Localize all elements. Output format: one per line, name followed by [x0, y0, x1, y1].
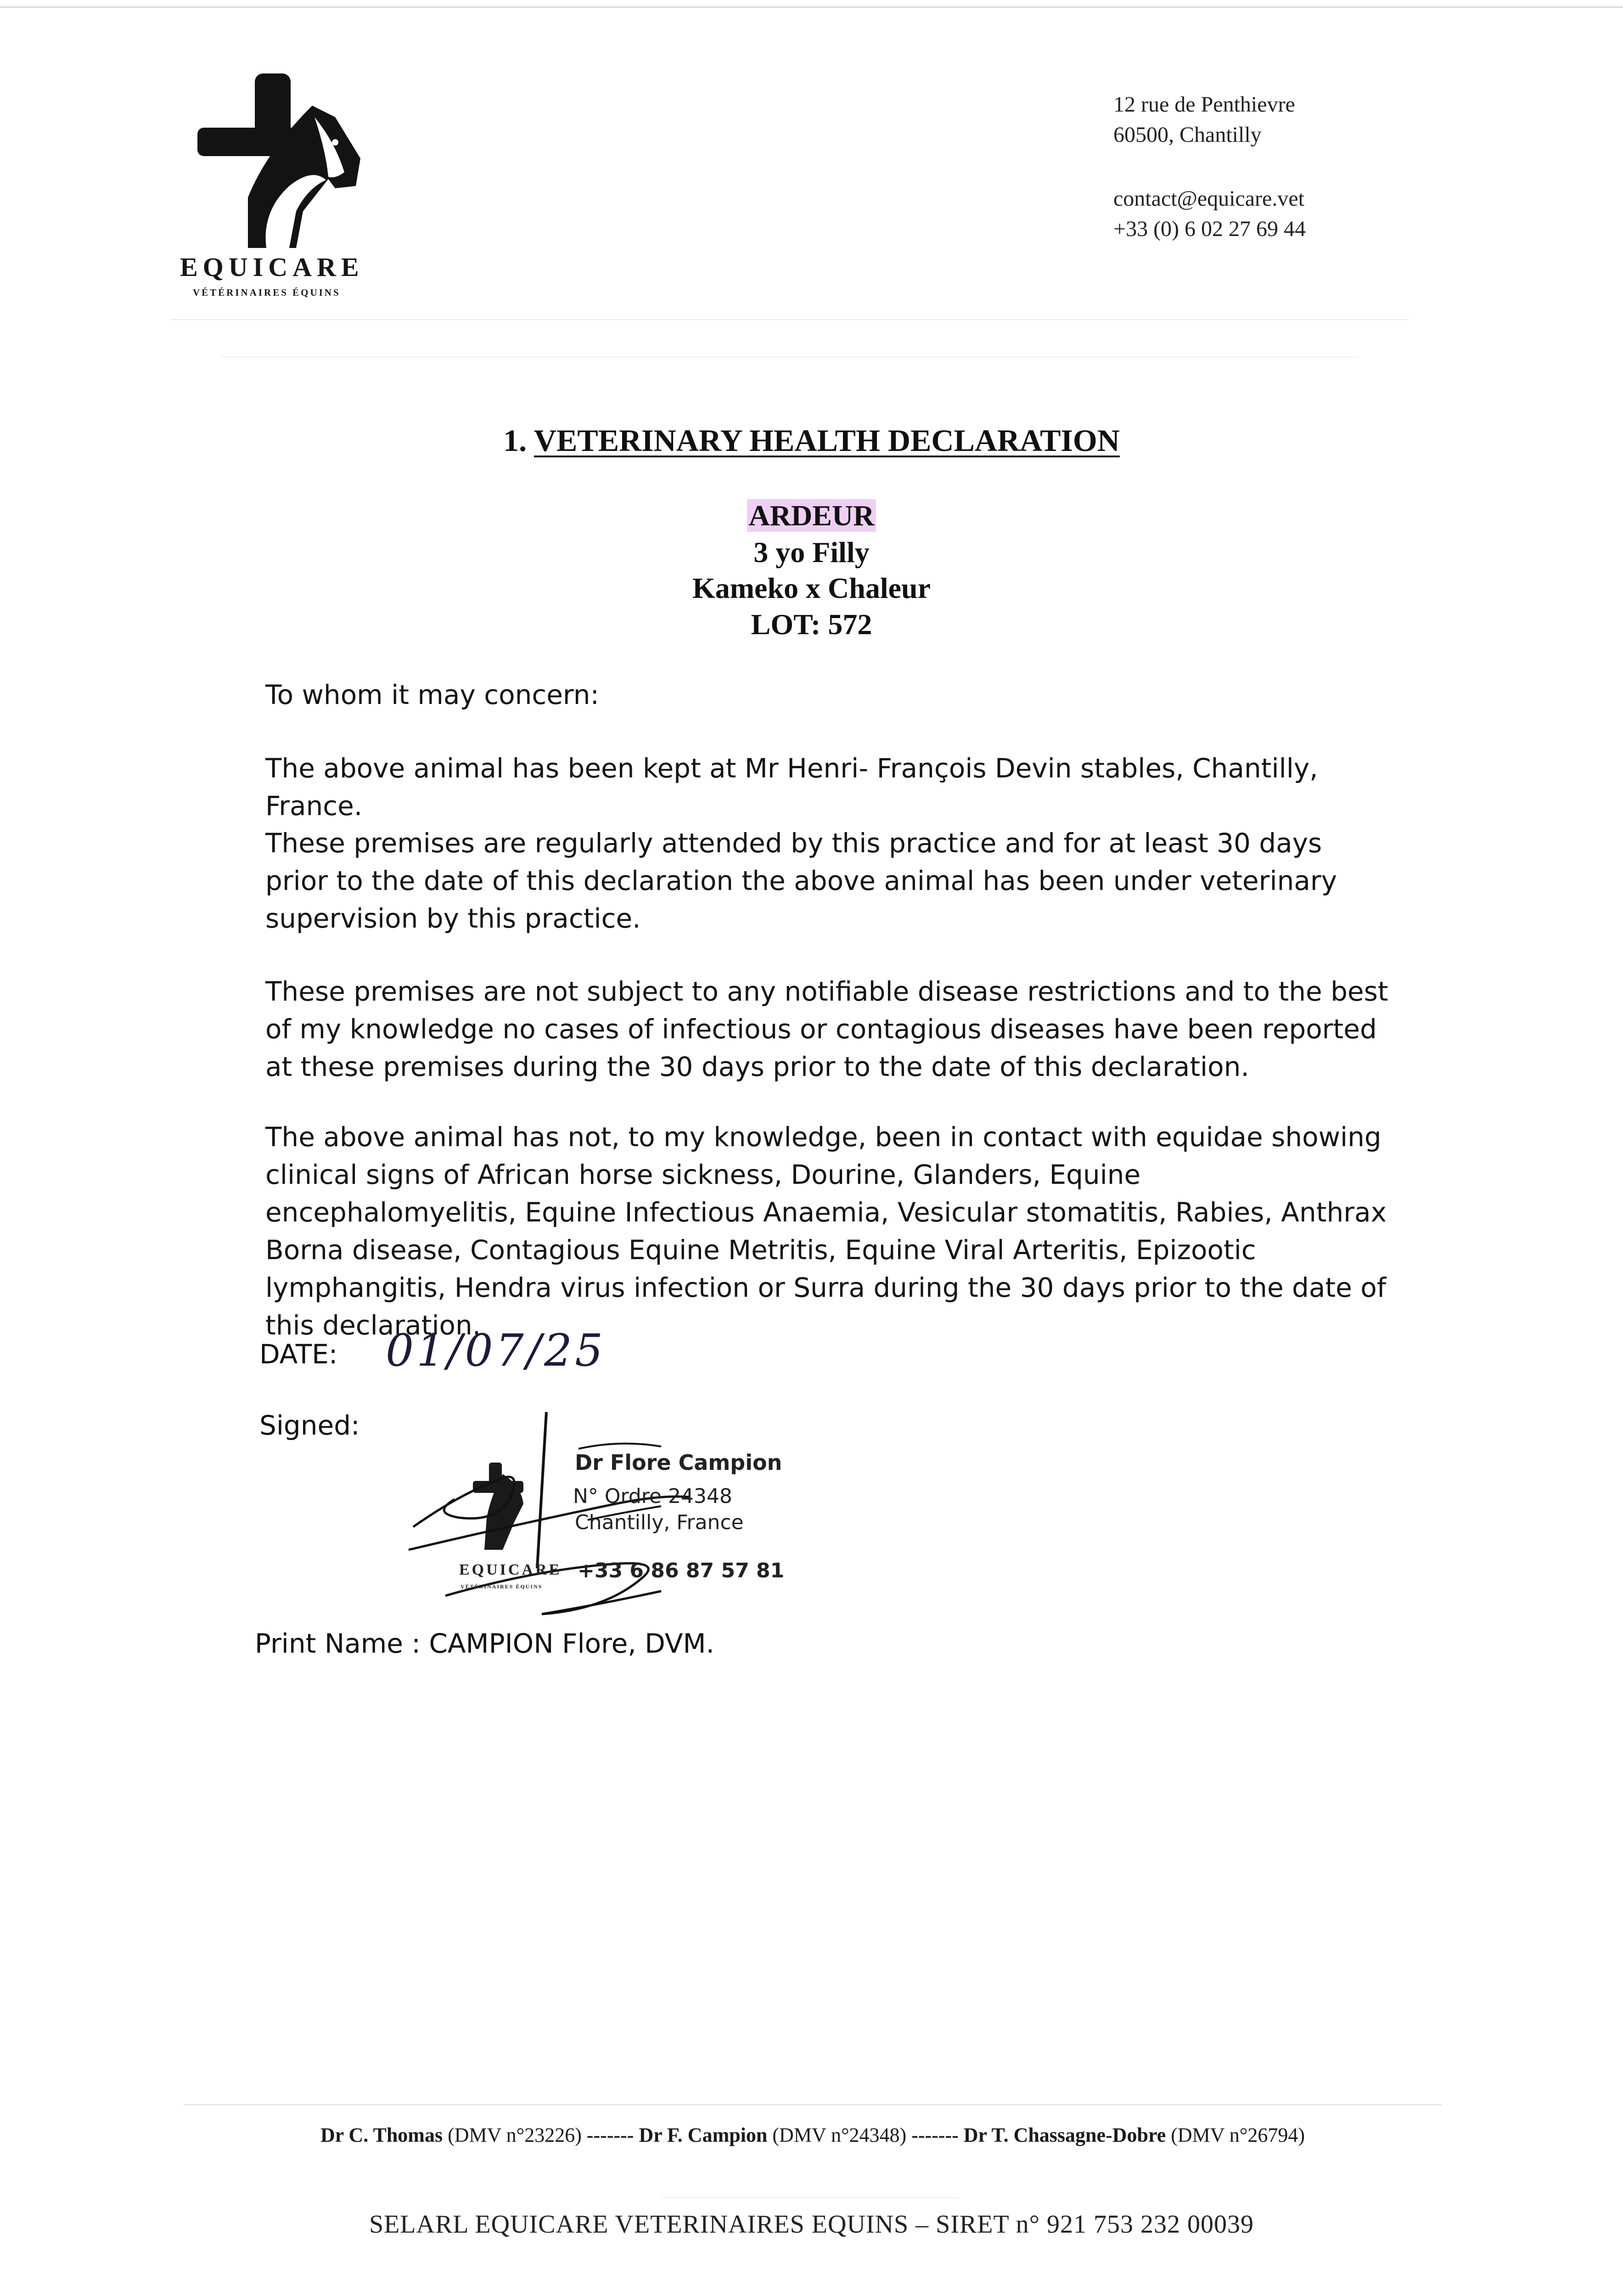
vet1-dmv: (DMV n°23226) [448, 2124, 582, 2146]
address-street: 12 rue de Penthievre [1113, 92, 1295, 117]
greeting: To whom it may concern: [265, 679, 600, 710]
stamp-phone: +33 6 86 87 57 81 [578, 1559, 785, 1582]
page-title [0, 422, 1623, 459]
company-line: SELARL EQUICARE VETERINAIRES EQUINS – SIRET n° 921 753 232 00039 [369, 2210, 1254, 2239]
animal-lot: LOT: 572 [751, 608, 872, 641]
date-label: DATE: [259, 1339, 338, 1370]
equicare-logo-icon [197, 73, 367, 248]
paragraph-stables: The above animal has been kept at Mr Henri- François Devin stables, Chantilly, France. [265, 753, 1318, 822]
separator: ------- [911, 2124, 959, 2146]
signed-label: Signed: [259, 1410, 360, 1441]
stamp-order-number: N° Ordre 24348 [573, 1485, 732, 1508]
vet3-dmv: (DMV n°26794) [1171, 2124, 1305, 2146]
contact-block [1113, 184, 1306, 244]
paragraph-diseases: The above animal has not, to my knowledge, been in contact with equidae showing clinical signs of African horse sickness, Dourine, Glanders, Equine encephalomyelitis, Equine Infectious Anaemia, Vesicular stomatitis, Rabies, Anthrax Borna disease, Contagious Equine Metritis, Equine Viral Arteritis, Epizootic lymphangitis, Hendra virus infection or Surra during the 30 days prior to the date of this declaration. [265, 1121, 1387, 1341]
date-handwritten: 01/07/25 [386, 1325, 606, 1376]
vet2-name: Dr F. Campion [639, 2124, 768, 2146]
title-number: 1. [503, 423, 527, 458]
footer-divider [184, 2104, 1442, 2105]
vet1-name: Dr C. Thomas [320, 2124, 443, 2146]
header-divider-faint [220, 356, 1359, 357]
brand-name: EQUICARE [180, 252, 364, 282]
scan-edge-line [0, 6, 1623, 8]
vet3-name: Dr T. Chassagne-Dobre [963, 2124, 1166, 2146]
stamp-city: Chantilly, France [575, 1511, 744, 1534]
stamp-vet-name: Dr Flore Campion [575, 1450, 782, 1475]
footer-vets [257, 2122, 1368, 2149]
footer-divider-faint [661, 2197, 960, 2198]
paragraph-supervision: These premises are regularly attended by this practice and for at least 30 days prior to the date of this declaration the above animal has been under veterinary supervision by this practice. [265, 827, 1337, 934]
address-city: 60500, Chantilly [1113, 123, 1262, 147]
brand-subtitle: VÉTÉRINAIRES ÉQUINS [193, 287, 341, 298]
animal-name [0, 499, 1623, 533]
animal-age: 3 yo Filly [753, 536, 870, 568]
stamp-brand: EQUICARE [459, 1561, 562, 1578]
title-text: VETERINARY HEALTH DECLARATION [534, 423, 1120, 458]
separator: ------- [586, 2124, 634, 2146]
stamp-brand-subtitle: VÉTÉRINAIRES ÉQUINS [461, 1583, 543, 1590]
address-block [1113, 90, 1295, 150]
vet2-dmv: (DMV n°24348) [772, 2124, 907, 2146]
contact-phone: +33 (0) 6 02 27 69 44 [1113, 217, 1306, 241]
paragraph-restrictions: These premises are not subject to any notifiable disease restrictions and to the best of my knowledge no cases of infectious or contagious diseases have been reported at these premises during the 30 days prior to the date of this declaration. [265, 976, 1388, 1082]
animal-breeding: Kameko x Chaleur [692, 572, 931, 604]
contact-email: contact@equicare.vet [1113, 186, 1304, 211]
animal-name-text: ARDEUR [747, 499, 876, 532]
print-name: Print Name : CAMPION Flore, DVM. [255, 1628, 715, 1659]
header-divider [170, 319, 1410, 320]
